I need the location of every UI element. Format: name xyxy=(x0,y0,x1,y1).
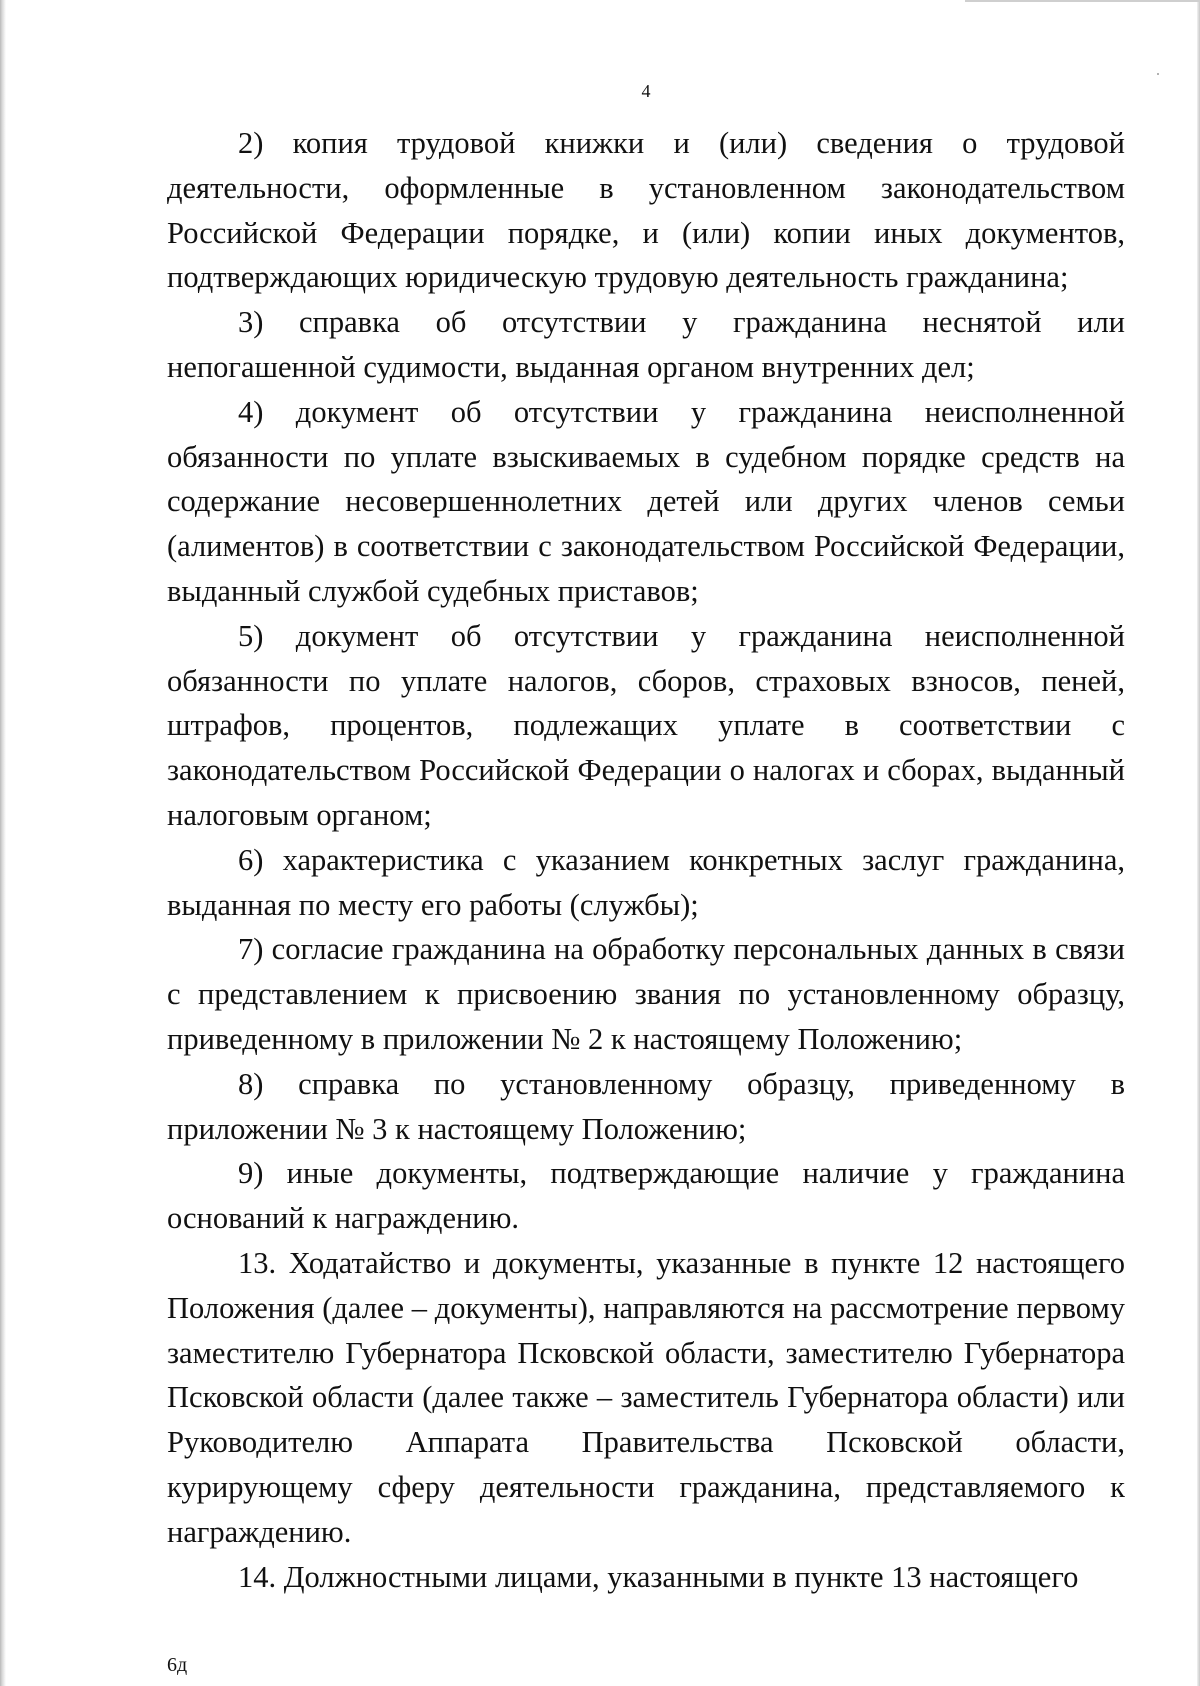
document-body xyxy=(167,121,1125,1599)
page-number: 4 xyxy=(641,81,651,101)
footer-code: 6д xyxy=(167,1654,188,1676)
paragraph-item-6: 6) характеристика с указанием конкретных заслуг гражданина, выданная по месту его работы (службы); xyxy=(167,842,1125,922)
paragraph-section-13: 13. Ходатайство и документы, указанные в пункте 12 настоящего Положения (далее – документы), направляются на рассмотрение первому заместителю Губернатора Псковской области, заместителю Губернатора Псковской области (далее также – заместитель Губернатора области) или Руководителю Аппарата Правительства Псковской области, курирующему сферу деятельности гражданина, представляемого к награждению. xyxy=(167,1245,1125,1549)
scan-speck xyxy=(1157,73,1159,75)
paragraph-item-3: 3) справка об отсутствии у гражданина неснятой или непогашенной судимости, выданная органом внутренних дел; xyxy=(167,305,1125,384)
paragraph-item-4: 4) документ об отсутствии у гражданина неисполненной обязанности по уплате взыскиваемых в судебном порядке средств на содержание несовершеннолетних детей или других членов семьи (алиментов) в соответствии с законодательством Российской Федерации, выданный службой судебных приставов; xyxy=(167,394,1125,608)
paragraph-item-8: 8) справка по установленному образцу, приведенному в приложении № 3 к настоящему Положению; xyxy=(167,1066,1125,1146)
paragraph-item-2: 2) копия трудовой книжки и (или) сведения о трудовой деятельности, оформленные в установленном законодательством Российской Федерации порядке, и (или) копии иных документов, подтверждающих юридическую трудовую деятельность гражданина; xyxy=(167,126,1125,295)
paragraph-item-5: 5) документ об отсутствии у гражданина неисполненной обязанности по уплате налогов, сборов, страховых взносов, пеней, штрафов, процентов, подлежащих уплате в соответствии с законодательством Российской Федерации о налогах и сборах, выданный налоговым органом; xyxy=(167,618,1125,832)
paragraph-section-14: 14. Должностными лицами, указанными в пункте 13 настоящего xyxy=(238,1559,1079,1594)
paragraph-item-7: 7) согласие гражданина на обработку персональных данных в связи с представлением к присвоению звания по установленному образцу, приведенному в приложении № 2 к настоящему Положению; xyxy=(167,932,1125,1056)
scan-edge-top xyxy=(965,0,1200,2)
scan-edge-left xyxy=(0,0,6,1686)
paragraph-item-9: 9) иные документы, подтверждающие наличие у гражданина оснований к награждению. xyxy=(167,1156,1125,1236)
